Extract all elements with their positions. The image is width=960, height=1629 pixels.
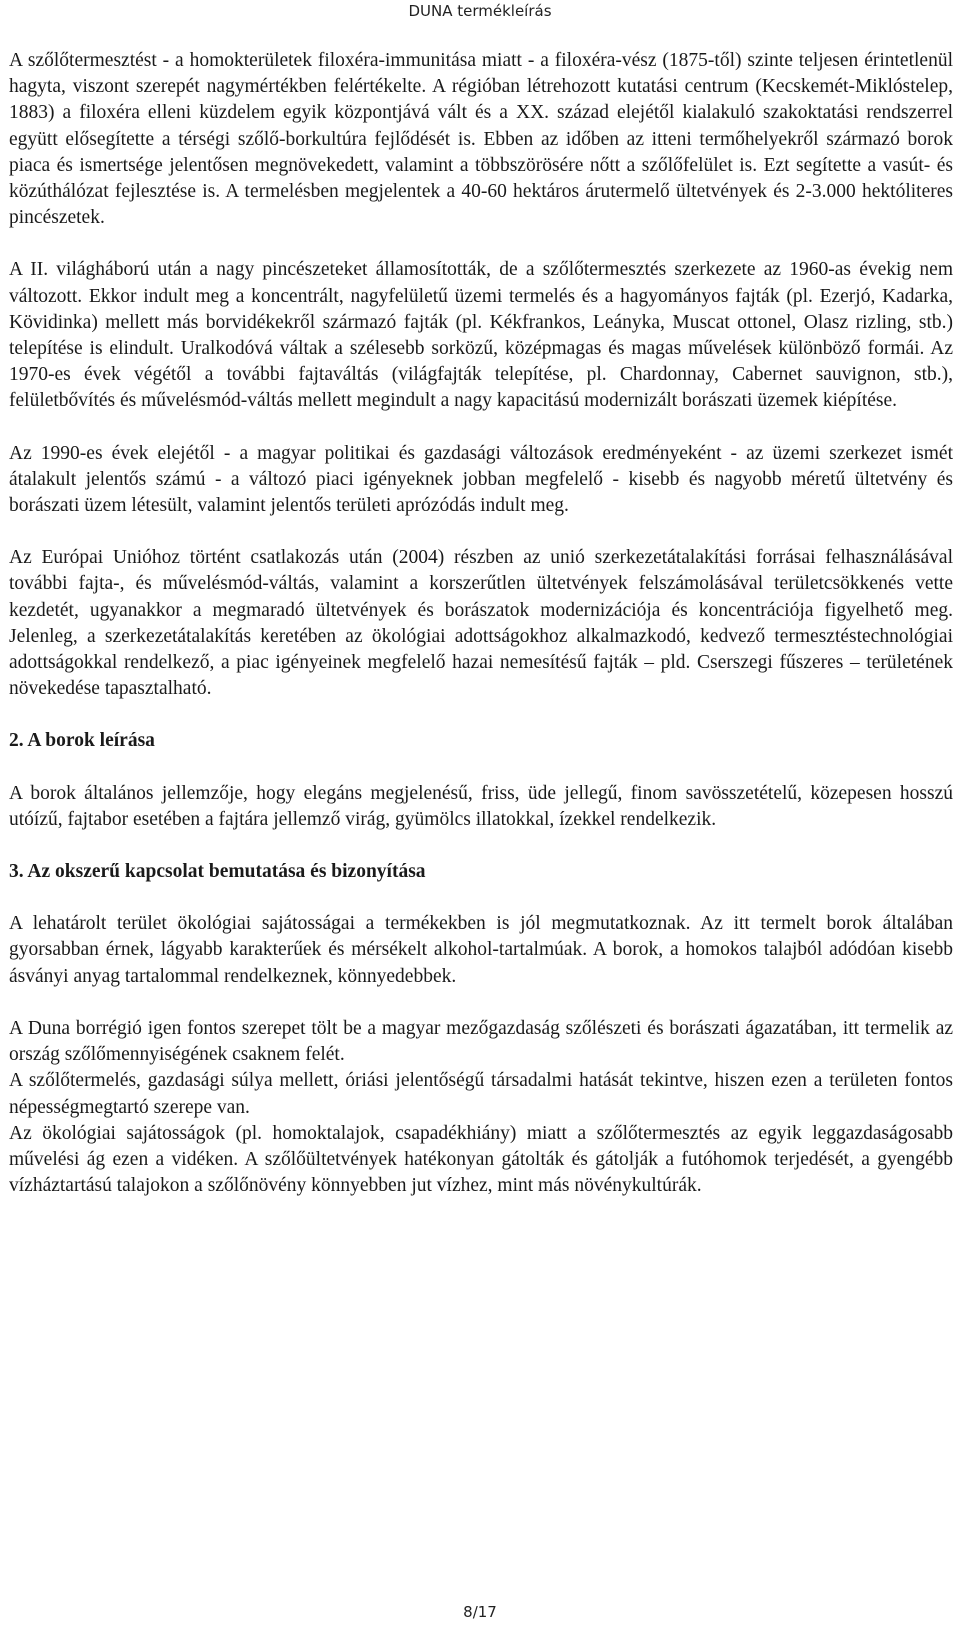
paragraph-ecological-features: A lehatárolt terület ökológiai sajátosságai a termékekben is jól megmutatkoznak. Az itt termelt borok általában gyorsabban érnek, lágyabb karakterűek és mérsékelt alkohol-tartalmúak. A borok, a homokos talajból adódóan kisebb ásványi anyag tartalommal rendelkeznek, könnyedebbek. <box>9 913 953 987</box>
page-number: 8/17 <box>463 1603 497 1621</box>
paragraph-region-importance: A Duna borrégió igen fontos szerepet tölt be a magyar mezőgazdaság szőlészeti és borászati ágazatában, itt termelik az ország szőlőmennyiségének csaknem felét. <box>9 1017 953 1066</box>
page-header: DUNA termékleírás <box>408 2 552 20</box>
paragraph-ecological-advantages: Az ökológiai sajátosságok (pl. homoktalajok, csapadékhiány) miatt a szőlőtermesztés az egyik leggazdaságosabb művelési ág ezen a vidéken. A szőlőültetvények hatékonyan gátolták és gátolják a futóhomok terjedését, a gyengébb vízháztartású talajokon a szőlőnövény könnyebben jut vízhez, mint más növénykultúrák. <box>9 1122 953 1197</box>
section-heading-wine-description: 2. A borok leírása <box>9 730 155 752</box>
paragraph-postwar-history: A II. világháború után a nagy pincészeteket államosították, de a szőlőtermesztés szerkezete az 1960-as évekig nem változott. Ekkor indult meg a koncentrált, nagyfelületű üzemi termelés és a hagyományos fajták (pl. Ezerjó, Kadarka, Kövidinka) mellett más borvidékekről származó fajták (pl. Kékfrankos, Leányka, Muscat ottonel, Olasz rizling, stb.) telepítése is elindult. Uralkodóvá váltak a szélesebb sorközű, középmagas és magas művelések különböző formái. Az 1970-es évek végétől a további fajtaváltás (világfajták telepítése, pl. Chardonnay, Cabernet sauvignon, stb.), felületbővítés és művelésmód-váltás mellett megindult a nagy kapacitású modernizált borászati üzemek kiépítése. <box>9 259 953 412</box>
paragraph-social-impact: A szőlőtermelés, gazdasági súlya mellett, óriási jelentőségű társadalmi hatását tekintve, hiszen ezen a területen fontos népességmegtartó szerepe van. <box>9 1070 953 1118</box>
section-heading-causal-link: 3. Az okszerű kapcsolat bemutatása és bizonyítása <box>9 861 426 883</box>
paragraph-wine-description: A borok általános jellemzője, hogy elegáns megjelenésű, friss, üde jellegű, finom savösszetételű, közepesen hosszú utóízű, fajtabor esetében a fajtára jellemző virág, gyümölcs illatokkal, ízekkel rendelkezik. <box>9 782 953 830</box>
paragraph-1990s-changes: Az 1990-es évek elejétől - a magyar politikai és gazdasági változások eredményeként - az üzemi szerkezet ismét átalakult jelentős számú - a változó piaci igényeknek jobban megfelelő - kisebb és nagyobb méretű ültetvény és borászati üzem létesült, valamint jelentős területi aprózódás indult meg. <box>9 442 953 517</box>
paragraph-phylloxera-history: A szőlőtermesztést - a homokterületek filoxéra-immunitása miatt - a filoxéra-vész (1875-től) szinte teljesen érintetlenül hagyta, viszont szerepét nagymértékben felértékelte. A régióban létrehozott kutatási centrum (Kecskemét-Miklóstelep, 1883) a filoxéra elleni küzdelem egyik központjává vált és a XX. század elejétől kialakuló szakoktatási rendszerrel együtt elősegítette a térségi szőlő-borkultúra fejlődését is. Ebben az időben az itteni termőhelyekről származó borok piaca és ismertsége jelentősen megnövekedett, valamint a többszörösére nőtt a szőlőfelület is. Ezt segítette a vasút- és közúthálózat fejlesztése is. A termelésben megjelentek a 40-60 hektáros árutermelő ültetvények és 2-3.000 hektóliteres pincészetek. <box>9 50 953 229</box>
paragraph-eu-accession: Az Európai Unióhoz történt csatlakozás után (2004) részben az unió szerkezetátalakítási forrásai felhasználásával további fajta-, és művelésmód-váltás, valamint a korszerűtlen ültetvények felszámolásával területcsökkenés vette kezdetét, ugyanakkor a megmaradó ültetvények és borászatok modernizációja és koncentrációja figyelhető meg. Jelenleg, a szerkezetátalakítás keretében az ökológiai adottságokhoz alkalmazkodó, kedvező termesztéstechnológiai adottságokkal rendelkező, a piac igényeinek megfelelő hazai nemesítésű fajták – pld. Cserszegi fűszeres – területének növekedése tapasztalható. <box>9 547 953 700</box>
document-body <box>9 48 953 1199</box>
